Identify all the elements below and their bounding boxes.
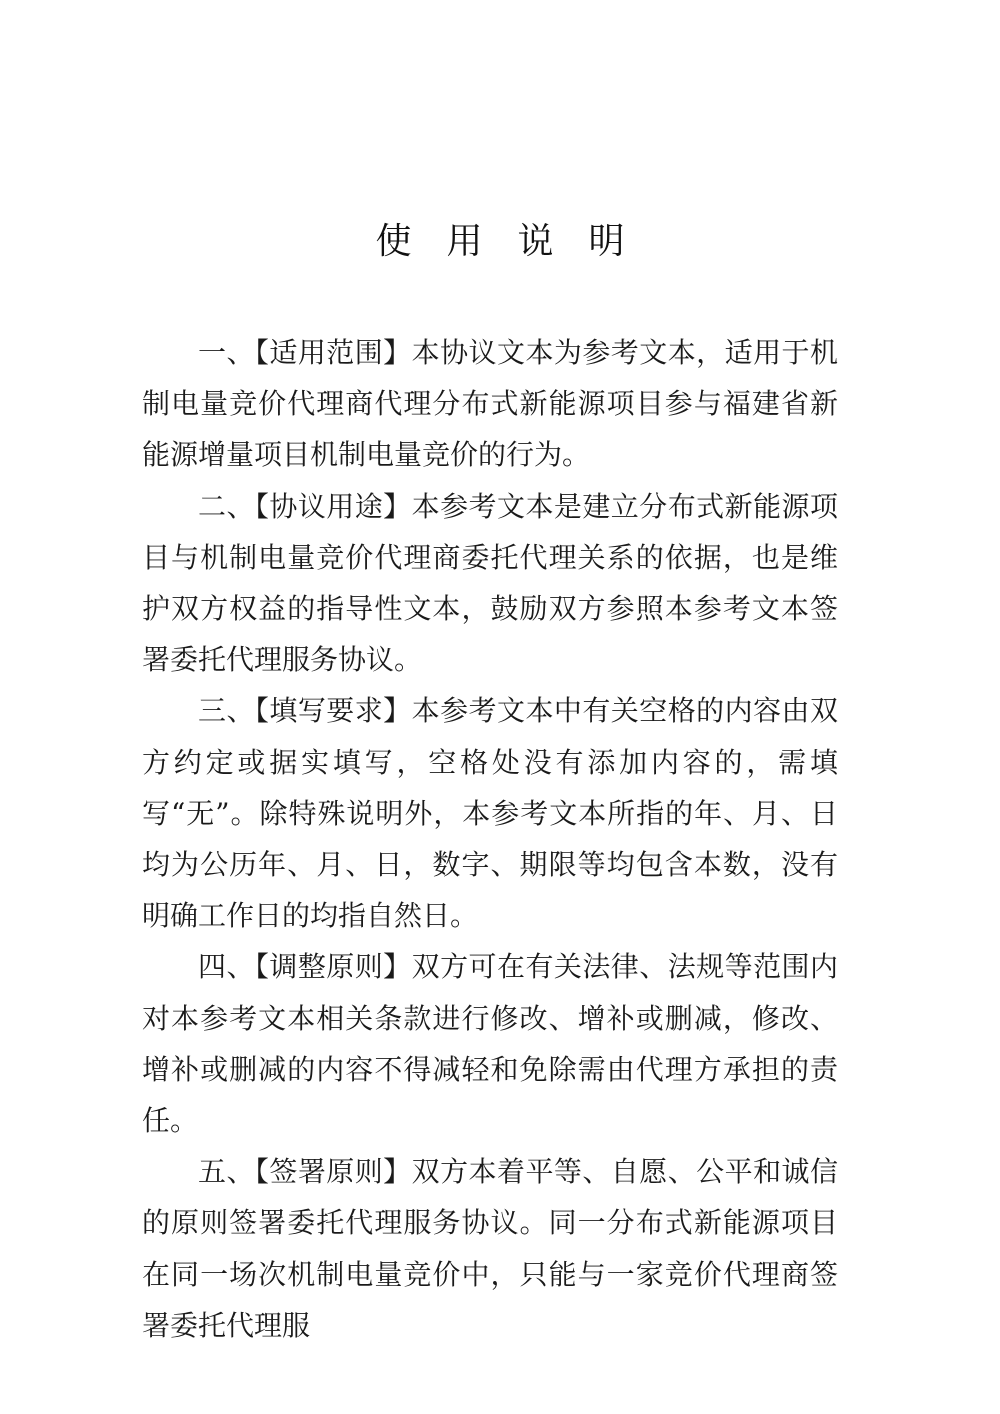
paragraph-scope: 一、【适用范围】本协议文本为参考文本，适用于机制电量竞价代理商代理分布式新能源项目参与福建省新能源增量项目机制电量竞价的行为。: [142, 336, 838, 472]
page-title: 使用说明: [375, 221, 660, 262]
paragraph-adjustment-principle: 四、【调整原则】双方可在有关法律、法规等范围内对本参考文本相关条款进行修改、增补或删减，修改、增补或删减的内容不得减轻和免除需由代理方承担的责任。: [142, 950, 838, 1138]
document-body: [142, 327, 838, 1351]
paragraph-filling-requirements: 三、【填写要求】本参考文本中有关空格的内容由双方约定或据实填写，空格处没有添加内容的，需填写“无”。除特殊说明外，本参考文本所指的年、月、日均为公历年、月、日，数字、期限等均包含本数，没有明确工作日的均指自然日。: [142, 694, 838, 933]
paragraph-purpose: 二、【协议用途】本参考文本是建立分布式新能源项目与机制电量竞价代理商委托代理关系的依据，也是维护双方权益的指导性文本，鼓励双方参照本参考文本签署委托代理服务协议。: [142, 489, 838, 677]
paragraph-signing-principle: 五、【签署原则】双方本着平等、自愿、公平和诚信的原则签署委托代理服务协议。同一分布式新能源项目在同一场次机制电量竞价中，只能与一家竞价代理商签署委托代理服: [142, 1155, 838, 1342]
